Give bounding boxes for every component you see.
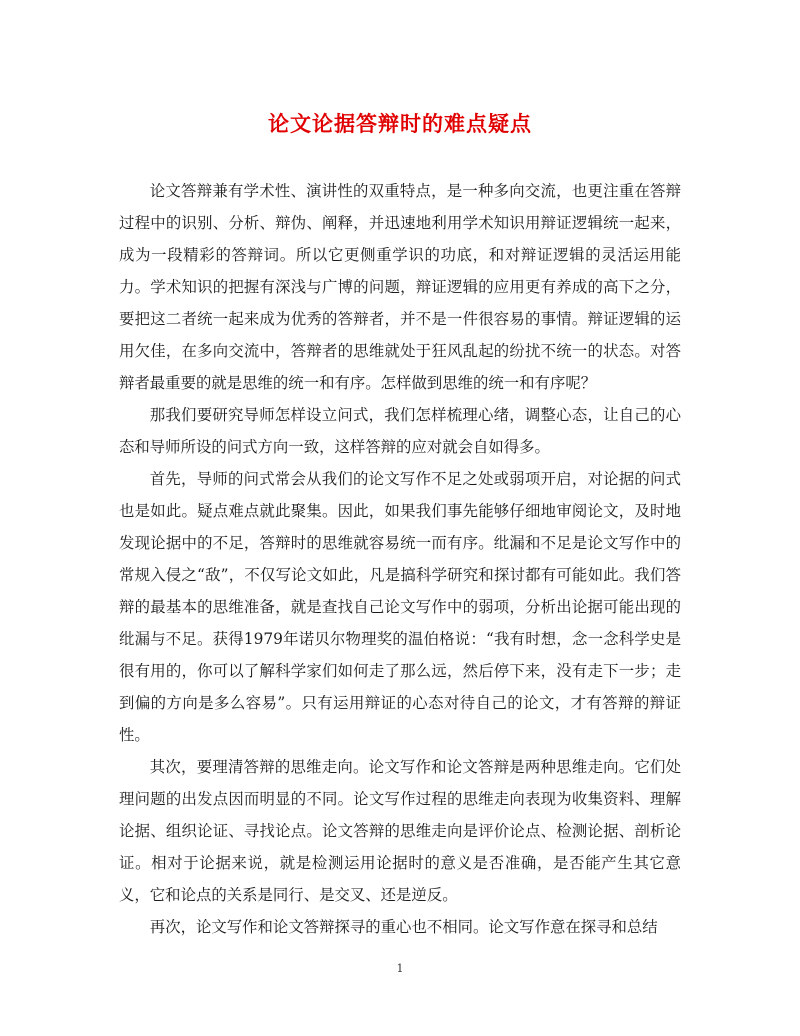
page-number: 1 [396,962,404,975]
paragraph: 论文答辩兼有学术性、演讲性的双重特点，是一种多向交流，也更注重在答辩过程中的识别、分析、辩伪、阐释，并迅速地利用学术知识用辩证逻辑统一起来，成为一段精彩的答辩词。所以它更侧重学识的功底，和对辩证逻辑的灵活运用能力。学术知识的把握有深浅与广博的问题，辩证逻辑的应用更有养成的高下之分，要把这二者统一起来成为优秀的答辩者，并不是一件很容易的事情。辩证逻辑的运用欠佳，在多向交流中，答辩者的思维就处于狂风乱起的纷扰不统一的状态。对答辩者最重要的就是思维的统一和有序。怎样做到思维的统一和有序呢？ [119,182,681,392]
document-title: 论文论据答辩时的难点疑点 [268,111,532,136]
paragraph: 首先，导师的问式常会从我们的论文写作不足之处或弱项开启，对论据的问式也是如此。疑点难点就此聚集。因此，如果我们事先能够仔细地审阅论文，及时地发现论据中的不足，答辩时的思维就容易统一而有序。纰漏和不足是论文写作中的常规入侵之“敌”，不仅写论文如此，凡是搞科学研究和探讨都有可能如此。我们答辩的最基本的思维准备，就是查找自己论文写作中的弱项，分析出论据可能出现的纰漏与不足。获得1979年诺贝尔物理奖的温伯格说：“我有时想，念一念科学史是很有用的，你可以了解科学家们如何走了那么远，然后停下来，没有走下一步；走到偏的方向是多么容易”。只有运用辩证的心态对待自己的论文，才有答辩的辩证性。 [119,470,681,744]
paragraph: 那我们要研究导师怎样设立问式，我们怎样梳理心绪，调整心态，让自己的心态和导师所设的问式方向一致，这样答辩的应对就会自如得多。 [119,406,681,456]
document-body [119,175,681,943]
paragraph: 再次，论文写作和论文答辩探寻的重心也不相同。论文写作意在探寻和总结 [149,918,658,936]
paragraph: 其次，要理清答辩的思维走向。论文写作和论文答辩是两种思维走向。它们处理问题的出发点因而明显的不同。论文写作过程的思维走向表现为收集资料、理解论据、组织论证、寻找论点。论文答辩的思维走向是评价论点、检测论据、剖析论证。相对于论据来说，就是检测运用论据时的意义是否准确，是否能产生其它意义，它和论点的关系是同行、是交叉、还是逆反。 [119,758,681,904]
